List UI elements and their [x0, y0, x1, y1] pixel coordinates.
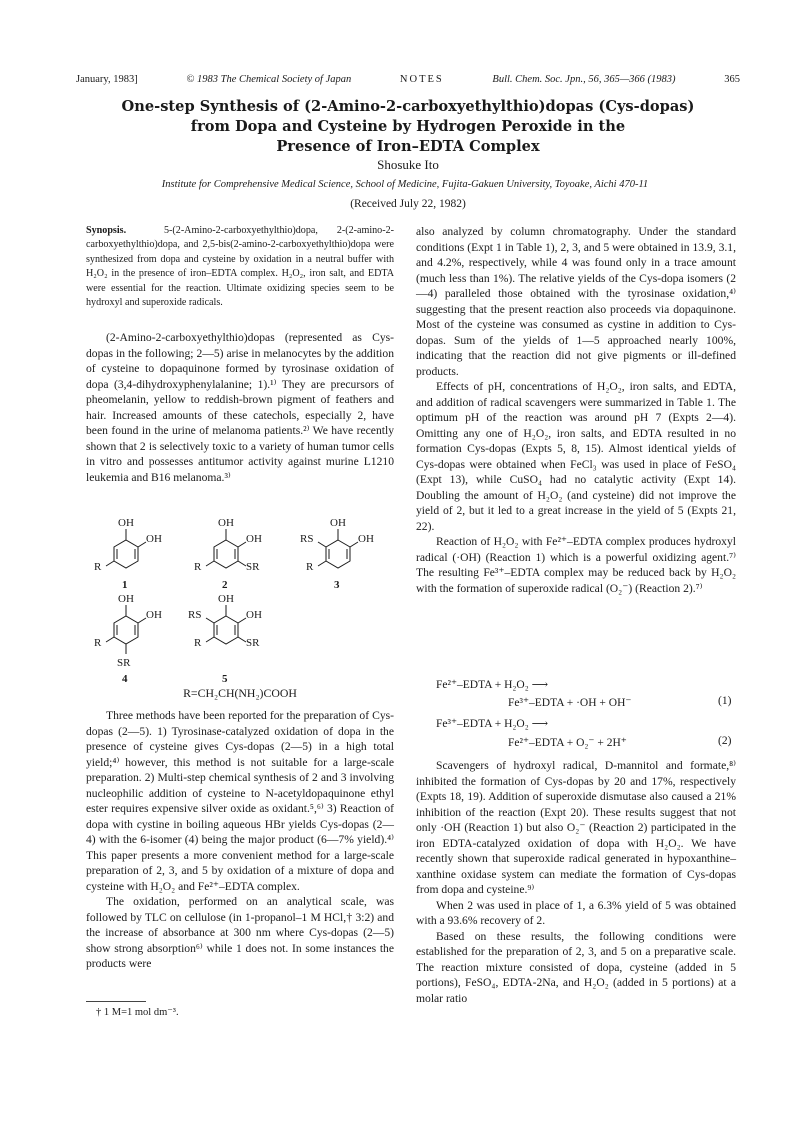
- structure-4-r: R: [94, 637, 102, 649]
- paragraph: Scavengers of hydroxyl radical, D-mannitol and formate,⁸⁾ inhibited the formation of Cys-dopas by 20 and 17%, respectively (Expts 18, 19). Addition of superoxide dismutase also caused a 21% inhibition of the reaction (Expt 20). These results suggest that not only ·OH (Reaction 1) but also O₂⁻ (Reaction 2) participated in the iron EDTA-catalyzed oxidation of dopa with H₂O₂. We have recently shown that superoxide radical generated in hypoxanthine–xanthine oxidase system can mediate the formation of Cys-dopas from dopa and cysteine.⁹⁾: [416, 759, 736, 896]
- paragraph: Reaction of H₂O₂ with Fe²⁺–EDTA complex produces hydroxyl radical (·OH) (Reaction 1) which is a powerful oxidizing agent.⁷⁾ The resulting Fe³⁺–EDTA complex may be reduced back by H₂O₂ with the formation of superoxide radical (O₂⁻) (Reaction 2).⁷⁾: [416, 535, 736, 595]
- footnote: † 1 M=1 mol dm⁻³.: [96, 1007, 179, 1018]
- structure-1: [106, 529, 146, 568]
- structure-3-rs: RS: [300, 533, 314, 545]
- structure-1-oh: OH: [118, 517, 134, 529]
- structure-1-r: R: [94, 561, 102, 573]
- synopsis-text: 5-(2-Amino-2-carboxyethylthio)dopa, 2-(2-amino-2-carboxyethylthio)dopa, and 2,5-bis(2-amino-2-carboxyethylthio)dopa were synthesized from dopa and cysteine by oxidation in a neutral buffer with H₂O₂ in the presence of iron–EDTA complex. H₂O₂, iron salt, and EDTA were essential for the reaction. Ultimate oxidizing species seem to be hydroxyl and superoxide radicals.: [86, 225, 394, 309]
- structure-1-label: 1: [122, 579, 128, 591]
- article-title: [70, 97, 746, 157]
- paragraph: Three methods have been reported for the preparation of Cys-dopas (2—5). 1) Tyrosinase-catalyzed oxidation of dopa in the presence of cysteine gives Cys-dopas (2—5) in a high total yield;⁴⁾ however, this method is not suitable for a large-scale preparation. 2) Multi-step chemical synthesis of 2 and 3 involving nucleophilic addition of cysteine to N-acetyldopaquinone ethyl ester requires expensive silver oxide as oxidant.⁵,⁶⁾ 3) Reaction of dopa with cystine in boiling aqueous HBr yields Cys-dopas (2—4) with the 6-isomer (4) being the major product (6—7% yield).⁴⁾ This paper presents a more convenient method for a large-scale preparation of 2, 3, and 5 by oxidation of a mixture of dopa and cysteine with H₂O₂ and Fe²⁺–EDTA complex.: [86, 709, 394, 893]
- title-line-1: One-step Synthesis of (2-Amino-2-carboxyethylthio)dopas (Cys-dopas): [121, 98, 695, 115]
- equation-2-number: (2): [718, 735, 732, 747]
- structure-2: [206, 529, 246, 568]
- structure-3-oh: OH: [330, 517, 346, 529]
- paragraph: Effects of pH, concentrations of H₂O₂, iron salts, and EDTA, and addition of radical scavengers were summarized in Table 1. The optimum pH of the reaction was around pH 7 (Expts 2—4). Omitting any one of H₂O₂, iron salts, and EDTA resulted in no formation Cys-dopas (Expts 5, 8, 15). Almost identical yields of Cys-dopas were obtained when FeCl₃ was used in place of FeSO₄ (Expt 13), while CuSO₄ had no catalytic activity (Expt 14). Doubling the amount of H₂O₂ (and cysteine) did not improve the yield of 2, but it led to a great increase in the yield of 5 (Expts 21, 22).: [416, 380, 736, 533]
- running-head-citation: Bull. Chem. Soc. Jpn., 56, 365—366 (1983): [492, 74, 676, 85]
- equation-1-left: Fe²⁺–EDTA + H₂O₂ ⟶: [436, 679, 549, 691]
- paragraph: When 2 was used in place of 1, a 6.3% yield of 5 was obtained with a 93.6% recovery of 2.: [416, 898, 736, 927]
- paragraph: Based on these results, the following conditions were established for the preparation of 2, 3, and 5 on a preparative scale. The reaction mixture consisted of dopa, cysteine (added in 5 portions), FeSO₄, EDTA-2Na, and H₂O₂ (added in 5 portions) at a molar ratio: [416, 929, 736, 1005]
- structure-5-oh: OH: [218, 593, 234, 605]
- r-group-definition: R=CH₂CH(NH₂)COOH: [183, 686, 297, 700]
- structure-3-oh2: OH: [358, 533, 374, 545]
- structure-5-oh2: OH: [246, 609, 262, 621]
- structure-1-oh2: OH: [146, 533, 162, 545]
- equation-1-number: (1): [718, 695, 732, 707]
- author-affiliation: Institute for Comprehensive Medical Science, School of Medicine, Fujita-Gakuen University, Toyoake, Aichi 470-11: [161, 179, 649, 190]
- page-number: 365: [724, 74, 740, 85]
- author-name: Shosuke Ito: [377, 157, 439, 172]
- structure-2-sr: SR: [246, 561, 260, 573]
- structure-3: [318, 529, 358, 568]
- structure-4-label: 4: [122, 673, 128, 685]
- structure-2-oh2: OH: [246, 533, 262, 545]
- right-column-continued: [416, 758, 736, 1006]
- running-head: [76, 74, 740, 85]
- chemical-structures: [86, 512, 394, 704]
- structure-5-label: 5: [222, 673, 228, 685]
- running-head-section: NOTES: [399, 74, 444, 85]
- paragraph: (2-Amino-2-carboxyethylthio)dopas (represented as Cys-dopas in the following; 2—5) arise in melanocytes by the addition of cysteine to dopaquinone formed by tyrosinase oxidation of dopa (3,4-dihydroxyphenylalanine; 1).¹⁾ They are precursors of pheomelanin, yellow to reddish-brown pigment of feathers and hair. Increased amounts of these catechols, especially 2, have been found in the urine of melanoma patients.²⁾ We have recently shown that 2 is selectively toxic to a variety of human tumor cells in vitro and possesses antitumor activity against murine L1210 leukemia and B16 melanoma.³⁾: [86, 331, 394, 484]
- paragraph: The oxidation, performed on an analytical scale, was followed by TLC on cellulose (in 1-propanol–1 M HCl,† 3:2) and the increase of absorbance at 300 nm where Cys-dopas (2—5) show strong absorption⁶⁾ while 1 does not. In some instances the products were: [86, 895, 394, 970]
- structure-4-sr: SR: [117, 657, 131, 669]
- synopsis-lead: Synopsis.: [86, 225, 127, 236]
- equation-2-right: Fe²⁺–EDTA + O₂⁻ + 2H⁺: [508, 737, 627, 749]
- structure-5-sr: SR: [246, 637, 260, 649]
- left-column-methods: [86, 708, 394, 972]
- structure-2-oh: OH: [218, 517, 234, 529]
- running-head-date: January, 1983]: [76, 74, 138, 85]
- structure-3-label: 3: [334, 579, 340, 591]
- equation-2-left: Fe³⁺–EDTA + H₂O₂ ⟶: [436, 718, 549, 730]
- structure-4-oh2: OH: [146, 609, 162, 621]
- title-line-2: from Dopa and Cysteine by Hydrogen Peroxide in the: [190, 118, 626, 135]
- received-date: (Received July 22, 1982): [350, 198, 466, 210]
- structure-3-r: R: [306, 561, 314, 573]
- structure-2-label: 2: [222, 579, 228, 591]
- equation-1-right: Fe³⁺–EDTA + ·OH + OH⁻: [508, 697, 632, 709]
- structure-5-r: R: [194, 637, 202, 649]
- synopsis: [86, 224, 394, 310]
- structure-5: [206, 605, 246, 644]
- footnote-rule: [86, 1001, 146, 1002]
- structure-4-oh: OH: [118, 593, 134, 605]
- paragraph: also analyzed by column chromatography. Under the standard conditions (Expt 1 in Table 1), 2, 3, and 5 were obtained in 13.9, 3.1, and 4.2%, respectively, while 4 was found only in a trace amount (much less than 1%). The relative yields of the Cys-dopa isomers (2—4) paralleled those obtained with the tyrosinase oxidation,⁴⁾ suggesting that the present reaction also proceeds via dopaquinone. Most of the cysteine was consumed as cystine in addition to Cys-dopas. Sum of the yields of 1—5 approached nearly 100%, indicating that the reaction did not give pigments or ill-defined products.: [416, 225, 736, 378]
- right-column: [416, 224, 736, 596]
- structure-5-rs: RS: [188, 609, 202, 621]
- structure-2-r: R: [194, 561, 202, 573]
- left-column-intro: [86, 330, 394, 485]
- title-line-3: Presence of Iron–EDTA Complex: [276, 138, 540, 155]
- running-head-copyright: © 1983 The Chemical Society of Japan: [186, 74, 352, 85]
- structure-4: [106, 605, 146, 654]
